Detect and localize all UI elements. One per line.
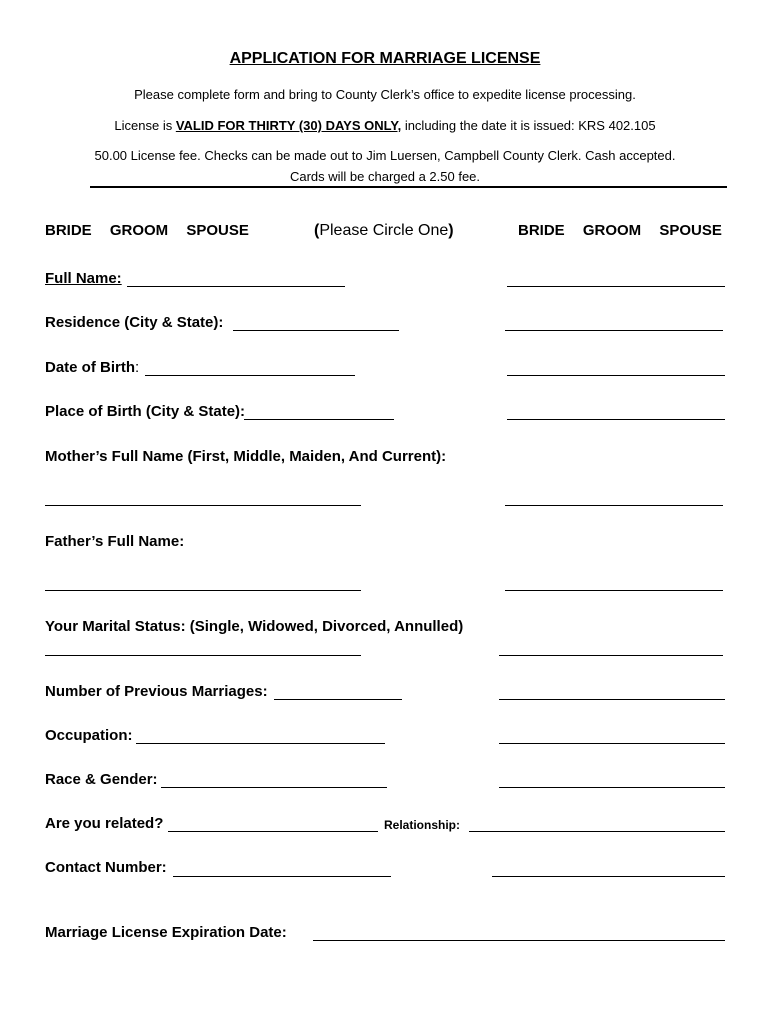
race-gender-field-right[interactable] [499,787,725,788]
are-related-field[interactable] [168,831,378,832]
right-role-options[interactable]: BRIDE GROOM SPOUSE [518,222,722,239]
mothers-name-field-right[interactable] [505,505,723,506]
intro-line-1: Please complete form and bring to County Clerk’s office to expedite license processing. [134,87,636,102]
occupation-field-left[interactable] [136,743,385,744]
date-of-birth-field-left[interactable] [145,375,355,376]
contact-number-label: Contact Number: [45,859,167,876]
left-role-options[interactable]: BRIDE GROOM SPOUSE [45,222,249,239]
previous-marriages-field-left[interactable] [274,699,402,700]
residence-label: Residence (City & State): [45,314,224,331]
relationship-label: Relationship: [384,818,461,832]
race-gender-label: Race & Gender: [45,771,158,788]
expiration-date-label: Marriage License Expiration Date: [45,924,287,941]
residence-field-left[interactable] [233,330,399,331]
marital-status-field-left[interactable] [45,655,361,656]
contact-number-field-right[interactable] [492,876,725,877]
fathers-name-field-right[interactable] [505,590,723,591]
intro-line-3: 50.00 License fee. Checks can be made out to Jim Luersen, Campbell County Clerk. Cash accepted. [94,148,676,163]
race-gender-field-left[interactable] [161,787,387,788]
place-of-birth-label: Place of Birth (City & State): [45,403,246,420]
previous-marriages-field-right[interactable] [499,699,725,700]
date-of-birth-label: Date of Birth: [45,359,140,376]
intro-line-2 [0,118,770,133]
date-of-birth-field-right[interactable] [507,375,725,376]
full-name-field-left[interactable] [127,286,345,287]
form-title: APPLICATION FOR MARRIAGE LICENSE [229,50,541,67]
fathers-name-field-left[interactable] [45,590,361,591]
place-of-birth-field-left[interactable] [244,419,394,420]
fathers-name-label: Father’s Full Name: [45,533,185,550]
are-related-label: Are you related? [45,815,164,832]
intro-line-2-post: including the date it is issued: KRS 402.105 [401,118,656,133]
marital-status-label: Your Marital Status: (Single, Widowed, Divorced, Annulled) [45,618,464,635]
mothers-name-label: Mother’s Full Name (First, Middle, Maiden, And Current): [45,448,447,465]
occupation-label: Occupation: [45,727,133,744]
expiration-date-field[interactable] [313,940,725,941]
relationship-field[interactable] [469,831,725,832]
full-name-field-right[interactable] [507,286,725,287]
place-of-birth-field-right[interactable] [507,419,725,420]
header-divider [90,186,727,188]
contact-number-field-left[interactable] [173,876,391,877]
mothers-name-field-left[interactable] [45,505,361,506]
intro-line-2-pre: License is [114,118,176,133]
previous-marriages-label: Number of Previous Marriages: [45,683,268,700]
residence-field-right[interactable] [505,330,723,331]
full-name-label: Full Name: [45,270,122,287]
circle-instruction: (Please Circle One) [314,222,454,239]
occupation-field-right[interactable] [499,743,725,744]
intro-line-4: Cards will be charged a 2.50 fee. [289,169,481,184]
validity-notice: VALID FOR THIRTY (30) DAYS ONLY, [175,118,402,133]
marital-status-field-right[interactable] [499,655,723,656]
